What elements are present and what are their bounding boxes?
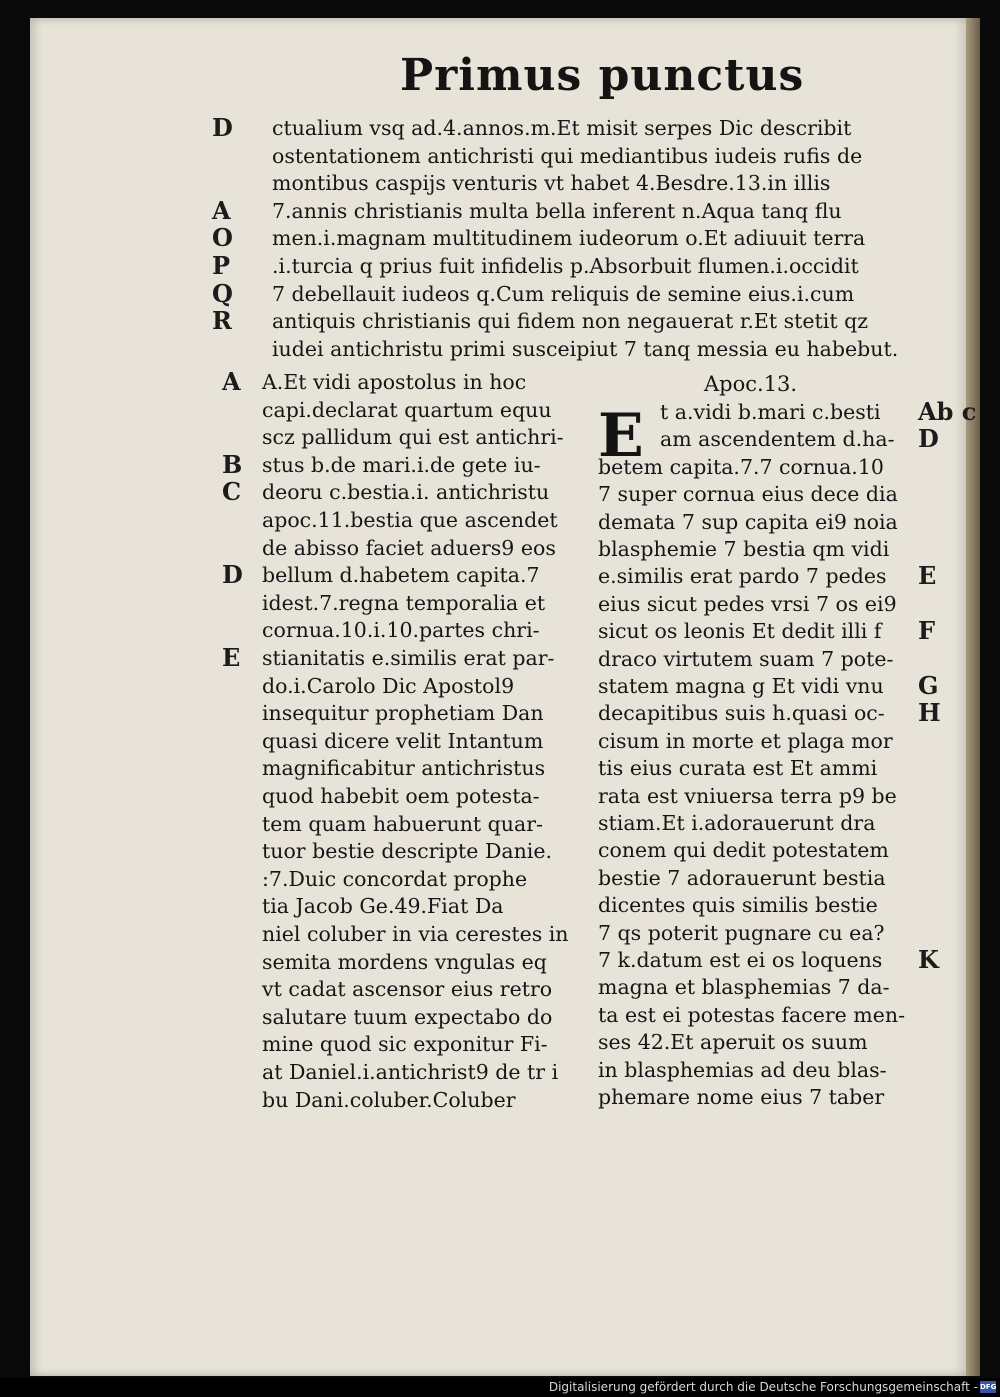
left-column-line: semita mordens vngulas eq [262,949,547,974]
left-column-line: bellum d.habetem capita.7 [262,563,540,588]
left-column-line: quod habebit oem potesta- [262,784,540,808]
text-line: ostentationem antichristi qui mediantibus iudeis rufis de [272,143,863,168]
right-column-line: ta est ei potestas facere men- [598,1002,906,1027]
left-column-line: tia Jacob Ge.49.Fiat Da [262,894,504,919]
margin-marker: B [222,449,243,479]
margin-marker: H [918,698,941,728]
left-column-line: scz pallidum qui est antichri- [262,425,564,450]
right-column-line: draco virtutem suam 7 pote- [598,646,894,671]
left-column-line: mine quod sic exponitur Fi- [262,1032,548,1057]
left-column-line: niel coluber in via cerestes in [262,922,569,946]
right-column-line: 7 qs poterit pugnare cu ea? [598,920,885,945]
left-column-line: cornua.10.i.10.partes chri- [262,618,540,643]
page-edge [966,18,980,1376]
right-column-line: 7 super cornua eius dece dia [598,482,898,507]
margin-marker: F [918,616,936,646]
margin-marker: E [222,643,241,672]
right-column-line: sicut os leonis Et dedit illi f [598,619,882,644]
margin-marker: A [212,195,231,225]
right-column-line: rata est vniuersa terra p9 be [598,783,897,808]
right-column-line: decapitibus suis h.quasi oc- [598,701,885,726]
text-line: ctualium vsq ad.4.annos.m.Et misit serpes Dic describit [272,116,852,140]
left-column-line: magnificabitur antichristus [262,756,546,781]
text-line: 7 debellauit iudeos q.Cum reliquis de semine eius.i.cum [272,281,855,306]
left-column-line: at Daniel.i.antichrist9 de tr i [262,1060,559,1084]
left-column-line: apoc.11.bestia que ascendet [262,508,558,532]
margin-marker: G [918,671,939,700]
right-column-line: dicentes quis similis bestie [598,893,878,918]
margin-marker: D [222,560,243,590]
margin-marker: D [212,113,233,142]
right-column-line: cisum in morte et plaga mor [598,728,893,753]
left-column-line: bu Dani.coluber.Coluber [262,1087,516,1112]
left-column-line: de abisso faciet aduers9 eos [262,535,556,560]
left-column-line: stus b.de mari.i.de gete iu- [262,452,541,477]
left-column-line: deoru c.bestia.i. antichristu [262,480,550,505]
text-line: 7.annis christianis multa bella inferent n.Aqua tanq flu [272,198,842,223]
right-column-line: bestie 7 adorauerunt bestia [598,865,886,890]
left-column-line: vt cadat ascensor eius retro [262,977,553,1002]
dfg-logo-icon: DFG [980,1383,997,1391]
right-column-line: betem capita.7.7 cornua.10 [598,454,884,479]
margin-marker: E [918,561,937,591]
right-column-line: in blasphemias ad deu blas- [598,1057,887,1082]
margin-marker: K [918,945,939,974]
margin-marker: C [222,477,242,507]
margin-marker: A [222,367,241,396]
right-column-line: demata 7 sup capita ei9 noia [598,509,898,534]
left-column-line: quasi dicere velit Intantum [262,728,544,753]
right-column-line: magna et blasphemias 7 da- [598,975,890,1000]
right-column-line: 7 k.datum est ei os loquens [598,948,883,972]
left-column-line: idest.7.regna temporalia et [262,590,546,615]
margin-marker: D [918,424,939,454]
left-column-line: capi.declarat quartum equu [262,397,552,422]
margin-marker: R [212,306,232,336]
left-column-line: salutare tuum expectabo do [262,1004,553,1029]
right-column-line: ses 42.Et aperuit os suum [598,1030,868,1055]
right-column-line: stiam.Et i.adorauerunt dra [598,811,876,835]
right-column-line: phemare nome eius 7 taber [598,1085,885,1109]
running-head: Primus punctus [400,50,805,101]
right-column-line: am ascendentem d.ha- [660,427,895,452]
footer-text: Digitalisierung gefördert durch die Deutsche Forschungsgemeinschaft - [548,1380,978,1394]
left-column-line: tuor bestie descripte Danie. [262,839,553,864]
left-column-line: :7.Duic concordat prophe [262,866,528,891]
margin-marker: Q [212,278,233,308]
left-column-line: do.i.Carolo Dic Apostol9 [262,673,515,698]
right-column-line: statem magna g Et vidi vnu [598,674,884,698]
margin-marker: P [212,251,231,280]
left-column-line: tem quam habuerunt quar- [262,811,543,836]
right-column-line: t a.vidi b.mari c.besti [660,400,881,424]
right-column-line: e.similis erat pardo 7 pedes [598,564,887,589]
right-column-line: eius sicut pedes vrsi 7 os ei9 [598,591,897,616]
right-column-line: tis eius curata est Et ammi [598,756,878,781]
text-line: montibus caspijs venturis vt habet 4.Besdre.13.in illis [272,171,831,196]
left-column-line: stianitatis e.similis erat par- [262,646,555,670]
right-column-line: blasphemie 7 bestia qm vidi [598,537,890,561]
right-column-line: conem qui dedit potestatem [598,838,889,863]
left-column-line: insequitur prophetiam Dan [262,701,544,726]
text-line: men.i.magnam multitudinem iudeorum o.Et adiuuit terra [272,226,866,251]
lemma-header: Apoc.13. [704,372,798,396]
left-column-line: A.Et vidi apostolus in hoc [262,370,527,394]
text-line: iudei antichristu primi susceipiut 7 tanq messia eu habebut. [272,336,899,361]
text-line: antiquis christianis qui fidem non negauerat r.Et stetit qz [272,309,868,334]
margin-marker: O [212,223,233,253]
decorated-initial: E [598,401,644,471]
text-line: .i.turcia q prius fuit infidelis p.Absorbuit flumen.i.occidit [272,254,859,278]
margin-marker: Ab c [918,397,977,426]
